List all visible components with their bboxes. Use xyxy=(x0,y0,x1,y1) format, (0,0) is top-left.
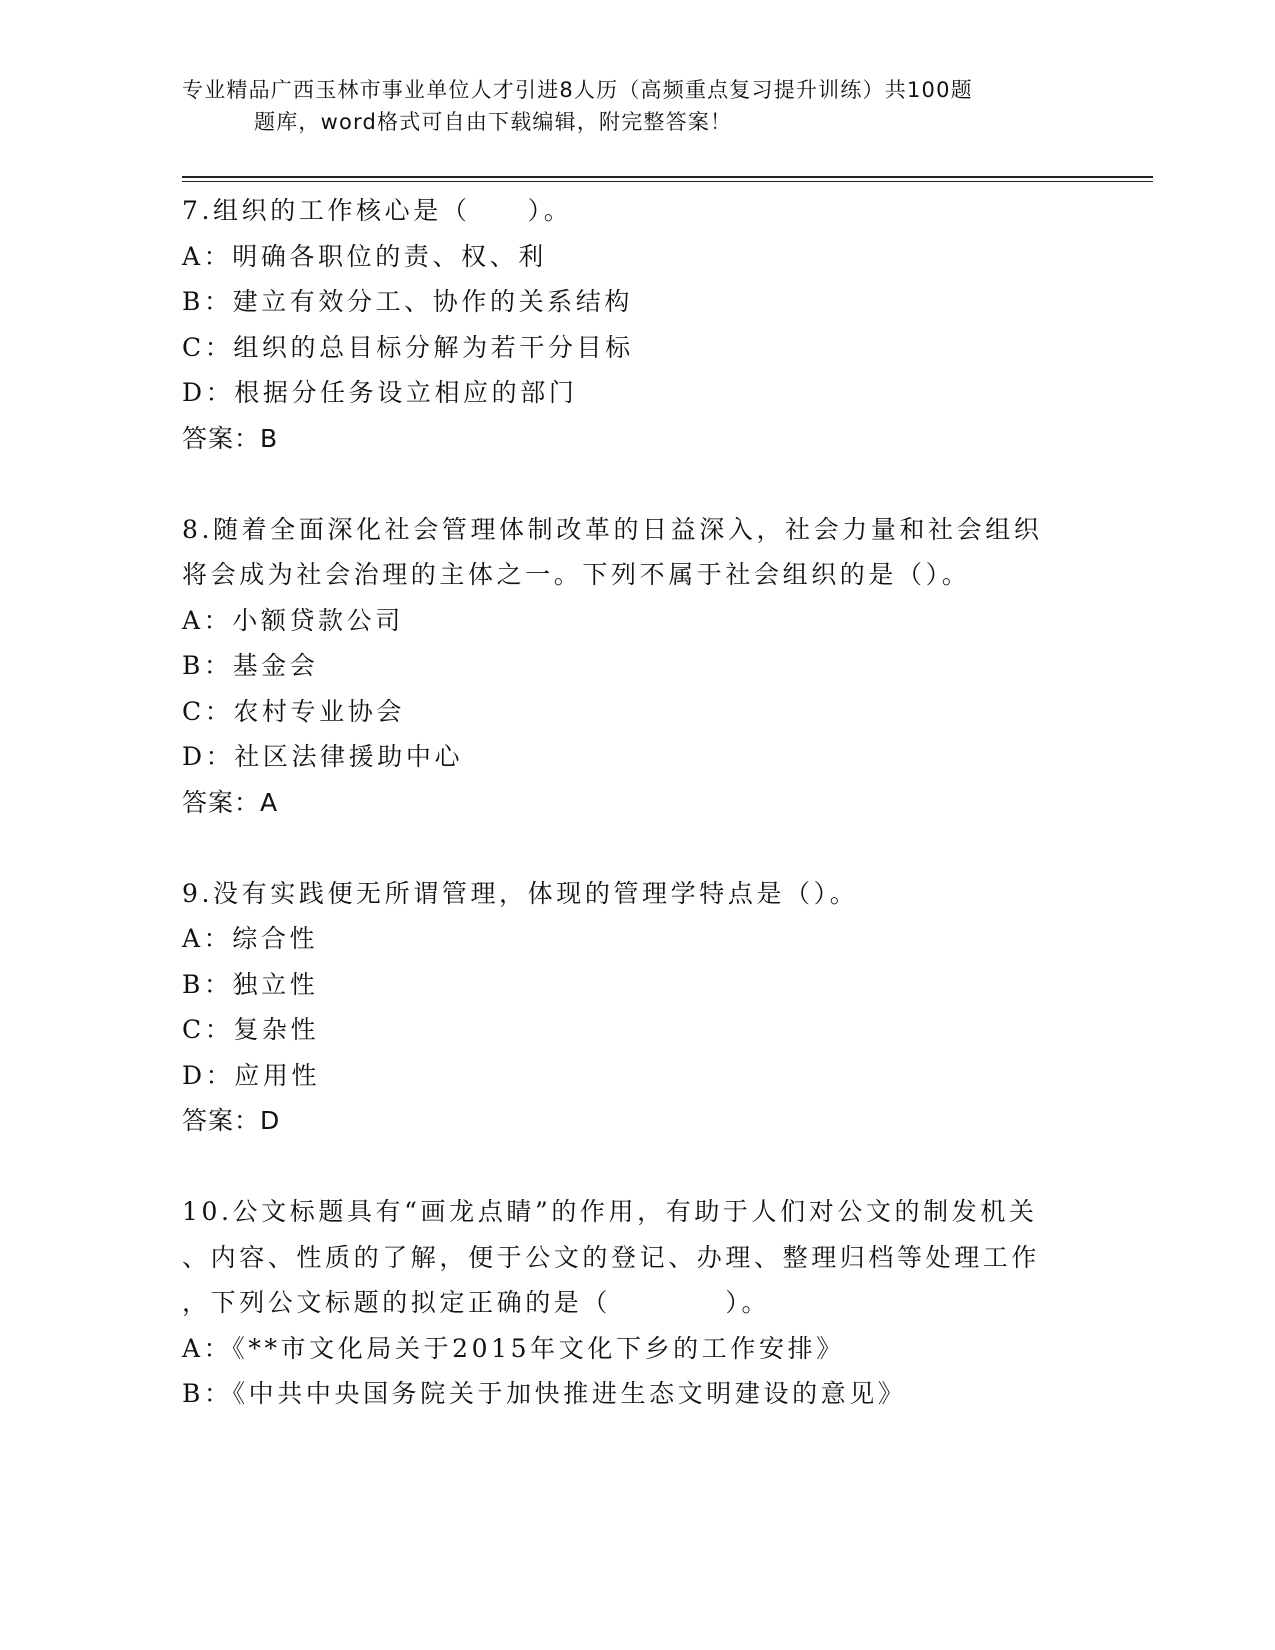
question-stem: 7.组织的工作核心是（ ）。 xyxy=(182,196,573,225)
question-stem: ，下列公文标题的拟定正确的是（ ）。 xyxy=(182,1288,771,1317)
option-c: C：复杂性 xyxy=(182,1015,320,1044)
header-divider-thick xyxy=(182,176,1153,178)
question-spacer xyxy=(182,1144,1082,1190)
option-b: B：独立性 xyxy=(182,969,319,999)
header-divider-thin xyxy=(182,181,1153,182)
question-9 xyxy=(182,871,1082,1144)
option-a: A：明确各职位的责、权、利 xyxy=(182,241,547,271)
option-a: A：小额贷款公司 xyxy=(182,605,404,635)
option-b: B：《中共中央国务院关于加快推进生态文明建设的意见》 xyxy=(182,1379,907,1408)
option-d: D：根据分任务设立相应的部门 xyxy=(182,378,578,407)
question-10 xyxy=(182,1189,1082,1417)
question-spacer xyxy=(182,825,1082,871)
question-stem: 8.随着全面深化社会管理体制改革的日益深入，社会力量和社会组织 xyxy=(182,514,1043,544)
answer: 答案：B xyxy=(182,423,279,453)
option-c: C：组织的总目标分解为若干分目标 xyxy=(182,332,634,362)
option-a: A：《**市文化局关于2015年文化下乡的工作安排》 xyxy=(182,1333,845,1363)
option-a: A：综合性 xyxy=(182,924,319,953)
question-stem: 10.公文标题具有“画龙点睛”的作用，有助于人们对公文的制发机关 xyxy=(182,1197,1038,1226)
question-stem: 9.没有实践便无所谓管理，体现的管理学特点是（）。 xyxy=(182,878,859,908)
question-7 xyxy=(182,188,1082,461)
question-stem: 、内容、性质的了解，便于公文的登记、办理、整理归档等处理工作 xyxy=(182,1242,1041,1272)
option-b: B：基金会 xyxy=(182,651,319,680)
option-c: C：农村专业协会 xyxy=(182,696,405,726)
document-header xyxy=(182,74,1082,138)
header-title-line-1: 专业精品广西玉林市事业单位人才引进8人历（高频重点复习提升训练）共100题 xyxy=(182,78,973,102)
option-d: D：应用性 xyxy=(182,1060,321,1090)
option-b: B：建立有效分工、协作的关系结构 xyxy=(182,287,633,316)
option-d: D：社区法律援助中心 xyxy=(182,742,464,771)
header-title-line-2: 题库，word格式可自由下载编辑，附完整答案！ xyxy=(254,110,733,134)
answer: 答案：D xyxy=(182,1106,281,1135)
question-stem: 将会成为社会治理的主体之一。下列不属于社会组织的是（）。 xyxy=(182,560,971,589)
question-spacer xyxy=(182,461,1082,507)
answer: 答案：A xyxy=(182,787,279,817)
question-list xyxy=(182,188,1082,1417)
question-8 xyxy=(182,507,1082,826)
